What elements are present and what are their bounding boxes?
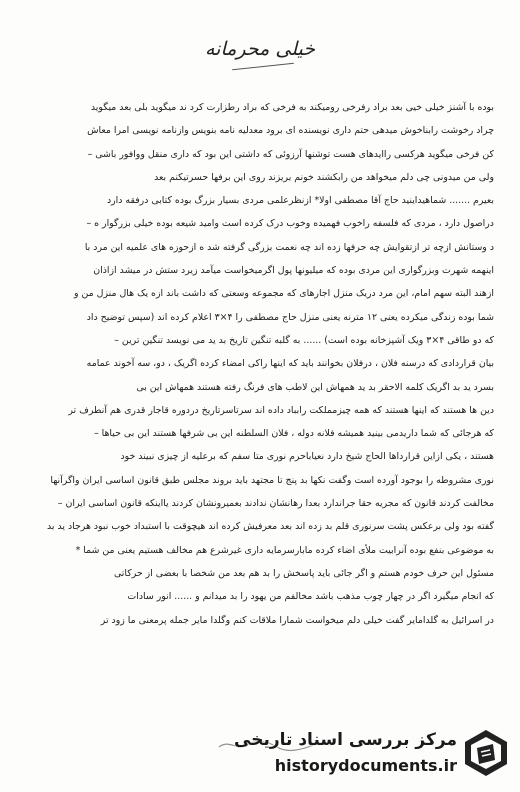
archive-url: historydocuments.ir xyxy=(274,756,457,775)
document-title: خیلی محرمانه xyxy=(204,38,315,60)
text-line: بوده با آشنز خیلی خیی بعد براد رفرخی رومیکند به فرخی که براد رطزارت کرد ند میگوید بلی بعد میگوید xyxy=(90,102,494,113)
text-line: بعیرم ....... شماهیداینید حاج آقا مصطفی اولا* ازنظرعلمی مردی بسیار بزرگ بوده کتابی درفقه دارد xyxy=(106,195,494,207)
text-line: بیان قراردادی که درسنه فلان ، درفلان بخوانند باید که اینها راکی امضاء کرده اگریک ، دو، سه آخوند عمامه xyxy=(86,358,494,370)
text-line: که انجام میگیرد اگر در چهار چوب مذهب باشد مخالفم من یهود را بد میدانم و ...... انور سادات xyxy=(127,591,494,603)
text-line: هستند ، یکی ازاین قرارداها الحاج شیخ دارد نعیاباحرم نوری متا سفم که برعلیه از چیزی نبیند خود xyxy=(120,451,494,463)
text-line: در اسرائیل به گلدامایر گفت خیلی دلم میخواست شمارا ملاقات کنم وگلدا مایر جمله پرمعنی ما زود تر xyxy=(100,614,494,626)
text-line: شما بوده زندگی میکرده یعنی ۱۲ مترنه یعنی منزل حاج مصطفی را ۴×۳ اعلام کرده اند (سپس توضیح داد xyxy=(86,311,494,323)
archive-name: مرکز بررسی اسناد تاریخی xyxy=(234,730,457,750)
archive-logo-icon xyxy=(461,728,511,778)
text-line: دراصول دارد ، مردی که فلسفه راخوب فهمیده وخوب درک کرده است وامید شیعه بوده خیلی بزرگوار ه – xyxy=(86,218,494,230)
text-line: به موضوعی بنفع بوده آنرابیت ملأی اضاء کرده مابارسرمایه داری غیرشرع هم مخالف هستیم یعنی من شما * xyxy=(75,544,494,556)
text-line: اینهمه شهرت وبزرگواری این مردی بوده که میلیونها پول اگرمیخواست میآمد زیرد ستش در میشد ازاذان xyxy=(93,265,494,277)
text-line: که دو طاقی ۴×۳ ویک آشپزخانه بوده است) ...... به گلبه تنگین تاریخ بد ید می نویسد تنگین ترین – xyxy=(114,334,494,346)
text-line: چراد رخوشت رابناخوش میدهی حتم داری نویسنده ای برود معدلیه نامه بنویس وازنامه نویسی امرا معاش xyxy=(87,125,494,137)
text-line: مخالفت کردند قانون که مجریه حقا جراندارد بعدا رهانشان ندادند بعمیرونشان کردند یااینکه قانون اساسی ایران – xyxy=(57,498,494,510)
text-line: گفته بود ولی برعکس پشت سرنوری قلم بد زده اند بعد معرفیش کرده اند هیچوقت با استبداد خوب نبود هرجاد ید بد xyxy=(46,521,494,533)
text-line: کن فرخی میگوید هرکسی راایدهای هست توشنها آرزوئی که داشتی این بود که داری منقل ووافور باشی – xyxy=(87,148,494,160)
text-line: نوری مشروطه را بوجود آورده است وگفت نکها بد پنج تا مجتهد باید بروند مجلس طبق قانون اساسی ایران واگرآنها xyxy=(50,474,494,486)
text-line: مسئول این حرف خودم هستم و اگر جائی باید پاسخش را بد هم بعد من شخصا با بعضی از حرکاتی xyxy=(113,567,494,579)
watermark-footer xyxy=(210,722,515,782)
text-line: بسرد ید بد اگریک کلمه الاحقر بد ید همهاش این لاطب های فرنگ رفته هستند همهاش این بی xyxy=(136,381,494,393)
text-line: ولی من میدونی چی دلم میخواهد من رابکشند خونم بریزند روی این برفها حسرتیکنم بعد xyxy=(154,171,494,183)
title-underline xyxy=(232,63,294,70)
text-line: د وستانش ازچه تر ازتقوایش چه حرفها زده اند چه نعمت بزرگی گرفته شد ه ازحوزه های علمیه این مرد با xyxy=(84,241,494,253)
document-body xyxy=(24,96,494,632)
text-line: که هرجائی که شما داریدمی بینید همیشه فلانه دوله ، فلان السلطنه این بی شرفها هستند این بی حیاها – xyxy=(93,428,494,440)
text-line: ازهند البته سهم امام، این مرد دریک منزل اجارهای که مجموعه وسعتی که داشت باند ازه یک هال منزل من و xyxy=(74,288,494,300)
text-line: دین ها هستند که اینها هستند که همه چیزمملکت رابباد داده اند سرتاسرتاریخ دردوره قاجار قدری هم آنطرف تر xyxy=(68,404,494,416)
